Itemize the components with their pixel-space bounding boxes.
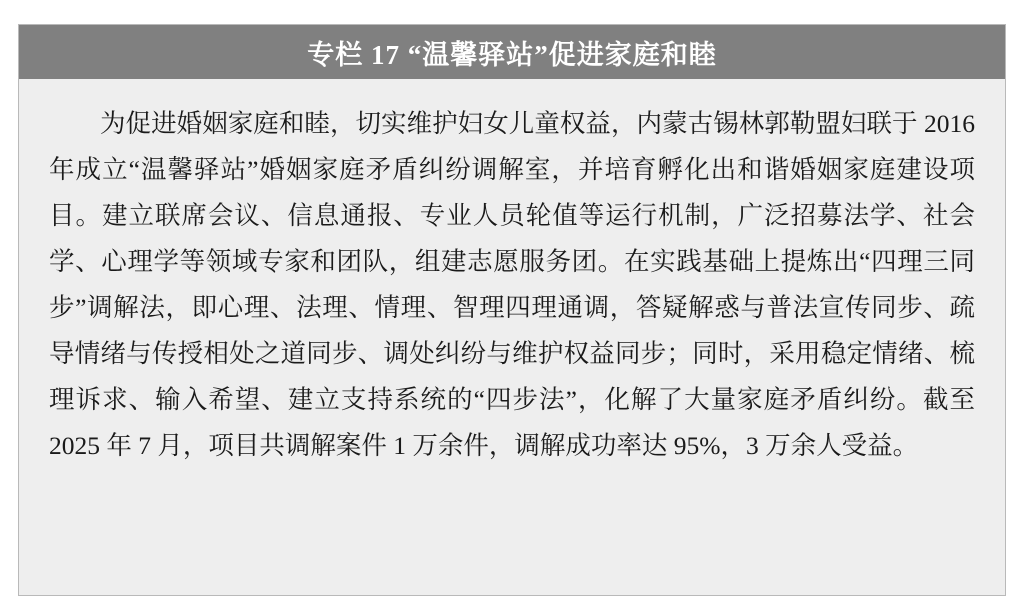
callout-body: [19, 79, 1005, 487]
callout-paragraph: 为促进婚姻家庭和睦，切实维护妇女儿童权益，内蒙古锡林郭勒盟妇联于 2016 年成立“温馨驿站”婚姻家庭矛盾纠纷调解室，并培育孵化出和谐婚姻家庭建设项目。建立联席会议、信息通报、专业人员轮值等运行机制，广泛招募法学、社会学、心理学等领域专家和团队，组建志愿服务团。在实践基础上提炼出“四理三同步”调解法，即心理、法理、情理、智理四理通调，答疑解惑与普法宣传同步、疏导情绪与传授相处之道同步、调处纠纷与维护权益同步；同时，采用稳定情绪、梳理诉求、输入希望、建立支持系统的“四步法”，化解了大量家庭矛盾纠纷。截至 2025 年 7 月，项目共调解案件 1 万余件，调解成功率达 95%，3 万余人受益。: [49, 109, 975, 460]
callout-box: [18, 24, 1006, 596]
callout-header: [19, 25, 1005, 79]
callout-title: 专栏 17 “温馨驿站”促进家庭和睦: [307, 39, 717, 70]
